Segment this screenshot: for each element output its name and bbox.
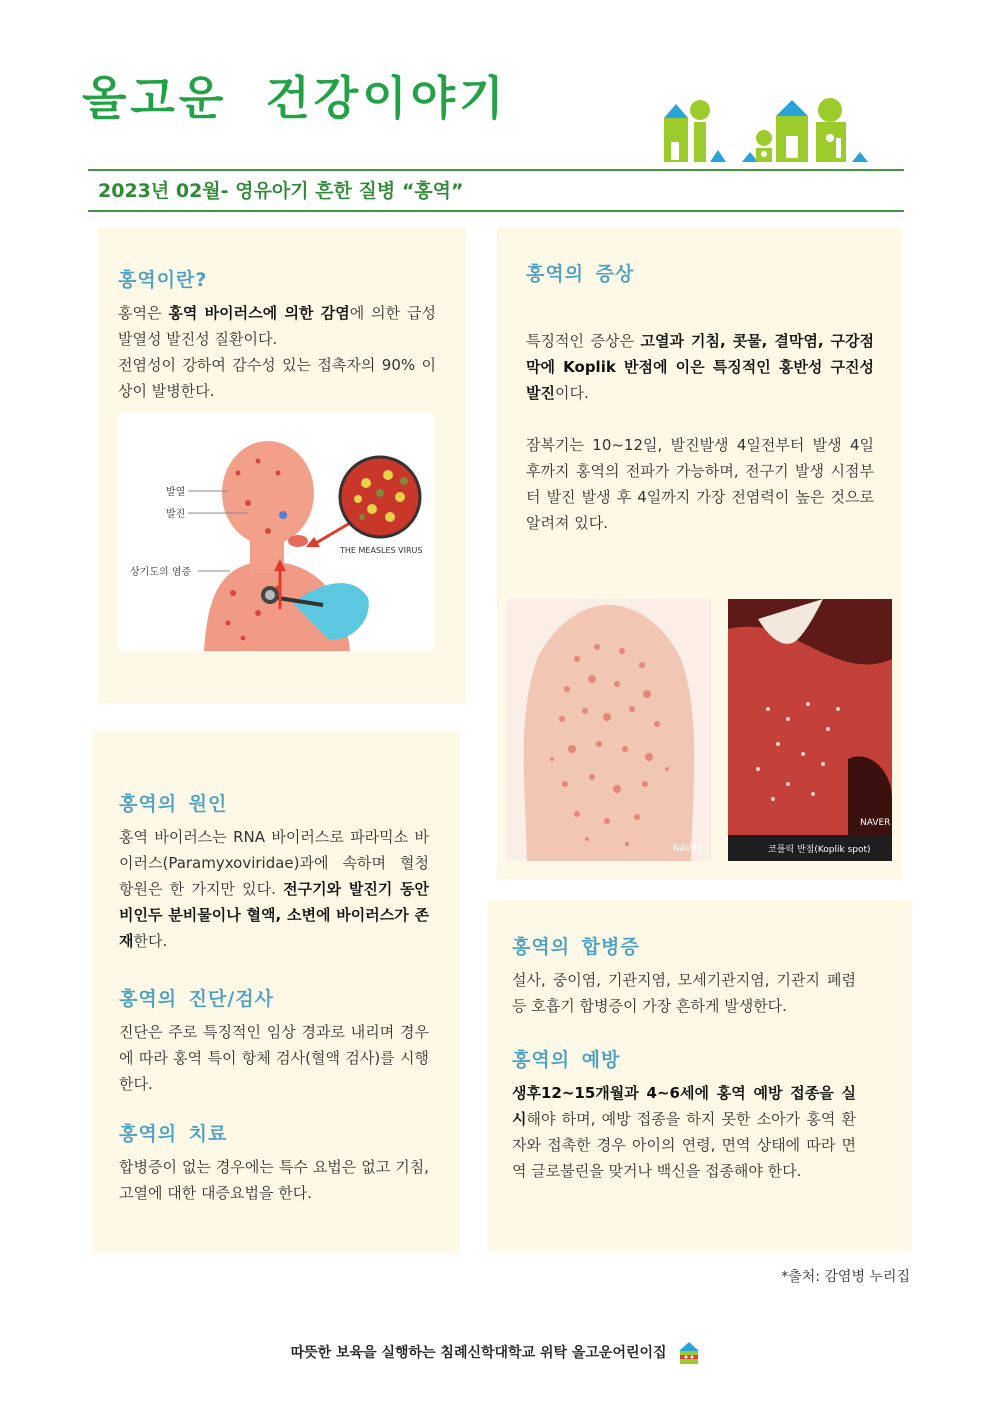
label-upper-respiratory: 상기도의 염증 [130, 567, 192, 578]
text-diagnosis: 진단은 주로 특징적인 임상 경과로 내리며 경우에 따라 홍역 특이 항체 검사(혈액 검사)를 시행한다. [119, 1023, 429, 1093]
source-note: *출처: 감염병 누리집 [781, 1269, 910, 1285]
heading-symptoms: 홍역의 증상 [526, 263, 635, 285]
watermark-naver-back: NAVER [673, 844, 704, 854]
text-symptoms-2: 잠복기는 10~12일, 발진발생 4일전부터 발생 4일 후까지 홍역의 전파가 가능하며, 전구기 발생 시점부터 발진 발생 후 4일까지 가장 전염력이 높은 것으로 알려져 있다. [526, 436, 874, 532]
text-prevention: 생후12~15개월과 4~6세에 홍역 예방 접종을 실시해야 하며, 예방 접종을 하지 못한 소아가 홍역 환자와 접촉한 경우 아이의 연령, 면역 상태에 따라 면역 글로불린을 맞거나 백신을 접종해야 한다. [512, 1084, 856, 1180]
panel-symptoms [497, 227, 902, 879]
text-symptoms-1: 특징적인 증상은 고열과 기침, 콧물, 결막염, 구강점막에 Koplik 반점에 이은 특징적인 홍반성 구진성 발진이다. [526, 332, 875, 402]
page-title: 올고운 건강이야기 [82, 71, 508, 125]
heading-treatment: 홍역의 치료 [119, 1123, 228, 1145]
header-rule-top [88, 169, 904, 171]
text-complications: 설사, 중이염, 기관지염, 모세기관지염, 기관지 폐렴 등 호흡기 합병증이 가장 흔하게 발생한다. [512, 971, 856, 1015]
heading-diagnosis: 홍역의 진단/검사 [119, 988, 275, 1010]
panel-what-is [98, 227, 466, 703]
heading-what-is: 홍역이란? [118, 269, 208, 291]
panel-cause-diagnosis-treatment [92, 731, 460, 1253]
text-what-is-1: 홍역은 홍역 바이러스에 의한 감염에 의한 급성 발열성 발진성 질환이다. [118, 304, 436, 348]
heading-complications: 홍역의 합병증 [512, 936, 640, 958]
photo-koplik-spots [728, 599, 892, 861]
photo-back-rash [507, 599, 711, 861]
heading-cause: 홍역의 원인 [119, 793, 228, 815]
heading-prevention: 홍역의 예방 [512, 1049, 621, 1071]
kindergarten-logo [660, 92, 872, 164]
text-cause: 홍역 바이러스는 RNA 바이러스로 파라믹소 바이러스(Paramyxoviridae)과에 속하며 혈청 항원은 한 가지만 있다. 전구기와 발진기 동안 비인두 분비물이나 혈액, 소변에 바이러스가 존재한다. [119, 828, 429, 950]
watermark-naver-mouth: NAVER [860, 818, 891, 828]
house-icon [677, 1340, 701, 1366]
caption-koplik: 코플릭 반점(Koplik spot) [768, 845, 871, 855]
label-fever: 발열 [166, 487, 186, 498]
label-rash: 발진 [166, 509, 186, 520]
illustration-child-measles [118, 413, 434, 651]
label-measles-virus: THE MEASLES VIRUS [340, 546, 423, 555]
text-what-is-2: 전염성이 강하여 감수성 있는 접촉자의 90% 이상이 발병한다. [118, 356, 436, 400]
panel-complications-prevention [488, 900, 911, 1252]
footer [0, 1340, 992, 1366]
header-rule-bottom [88, 210, 904, 212]
issue-subtitle: 2023년 02월- 영유아기 흔한 질병 “홍역” [98, 180, 464, 202]
text-treatment: 합병증이 없는 경우에는 특수 요법은 없고 기침, 고열에 대한 대증요법을 한다. [119, 1158, 429, 1202]
footer-text: 따뜻한 보육을 실행하는 침례신학대학교 위탁 올고운어린이집 [290, 1345, 667, 1361]
